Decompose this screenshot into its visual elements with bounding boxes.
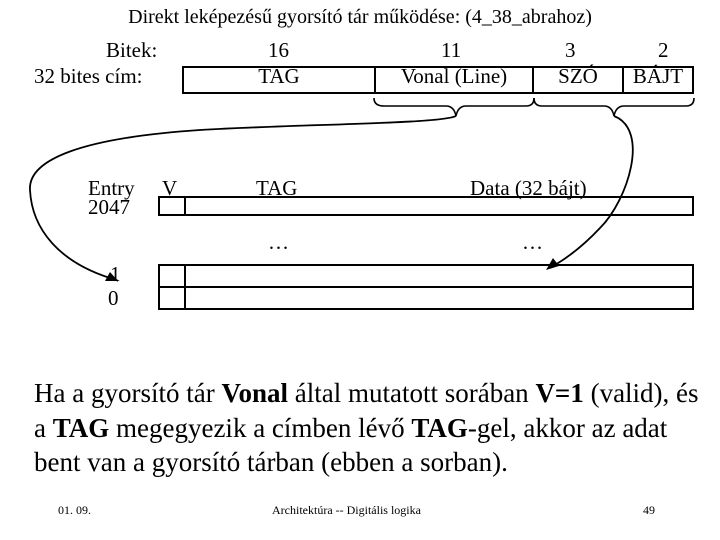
para-bold-tag-1: TAG bbox=[52, 412, 110, 443]
address-label: 32 bites cím: bbox=[34, 64, 143, 88]
bits-tag: 16 bbox=[268, 38, 289, 62]
tag-data-cell-1 bbox=[184, 264, 694, 288]
bits-line: 11 bbox=[441, 38, 462, 62]
data-column-label: Data (32 bájt) bbox=[470, 176, 587, 200]
valid-bit-cell-1 bbox=[158, 264, 186, 288]
tag-data-cell-0 bbox=[184, 286, 694, 310]
para-bold-valid: V=1 bbox=[535, 378, 584, 408]
entry-label: Entry bbox=[88, 176, 135, 200]
entry-index-top: 2047 bbox=[88, 195, 130, 219]
bits-label: Bitek: bbox=[106, 38, 158, 62]
address-byte-text: BÁJT bbox=[632, 64, 684, 88]
para-bold-tag-2: TAG bbox=[411, 412, 468, 443]
footer-title: Architektúra -- Digitális logika bbox=[272, 503, 421, 517]
para-bold-vonal: Vonal bbox=[221, 378, 288, 408]
word-byte-brace bbox=[534, 98, 694, 116]
tag-ellipsis: … bbox=[268, 230, 289, 254]
valid-bit-cell-0 bbox=[158, 286, 186, 310]
valid-bit-cell-2047 bbox=[158, 196, 186, 216]
bits-byte: 2 bbox=[658, 38, 669, 62]
entry-index-1: 1 bbox=[110, 262, 121, 286]
diagram-title: Direkt leképezésű gyorsító tár működése: (4_38_abrahoz) bbox=[128, 6, 592, 28]
line-brace bbox=[374, 98, 534, 116]
tag-data-cell-2047 bbox=[184, 196, 694, 216]
valid-bit-label: V bbox=[162, 176, 178, 200]
explanation-paragraph bbox=[34, 376, 704, 480]
footer-date: 01. 09. bbox=[58, 503, 91, 517]
tag-column-label: TAG bbox=[256, 176, 298, 200]
para-text-1: Ha a gyorsító tár bbox=[34, 378, 222, 408]
entry-index-0: 0 bbox=[108, 286, 119, 310]
bits-word: 3 bbox=[565, 38, 576, 62]
footer-page-number: 49 bbox=[643, 503, 655, 517]
address-line-text: Vonal (Line) bbox=[400, 64, 508, 88]
data-ellipsis: … bbox=[522, 230, 543, 254]
para-text-2: által mutatott sorában bbox=[288, 378, 536, 408]
address-tag-text: TAG bbox=[258, 64, 300, 88]
para-text-3: (valid), és a bbox=[34, 378, 699, 443]
para-text-5: -gel, akkor az adat bent van a gyorsító tárban (ebben a sorban). bbox=[34, 412, 668, 477]
para-text-4: megegyezik a címben lévő bbox=[109, 412, 412, 443]
address-word-text: SZÓ bbox=[558, 64, 598, 88]
